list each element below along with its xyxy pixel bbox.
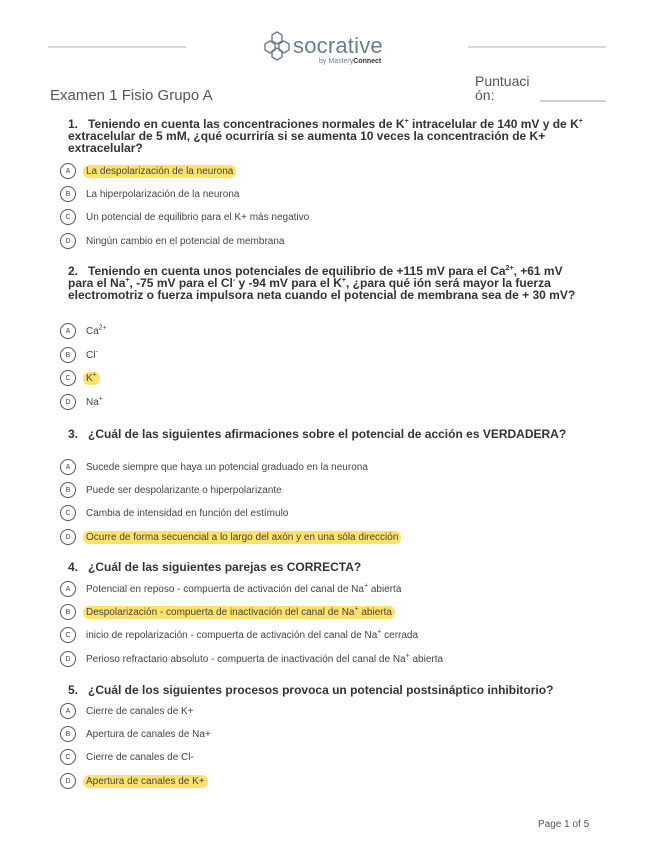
question-4-option-a[interactable] (60, 579, 401, 599)
option-letter-badge: D (60, 529, 76, 545)
question-3-option-c[interactable] (60, 503, 288, 523)
option-letter-badge: C (60, 505, 76, 521)
logo-wordmark: socrative (293, 33, 383, 58)
question-number: 3. (68, 427, 79, 441)
option-letter-badge: C (60, 370, 76, 386)
option-letter-badge: B (60, 347, 76, 363)
option-letter-badge: C (60, 627, 76, 643)
page-title: Examen 1 Fisio Grupo A (50, 87, 213, 104)
option-letter-badge: B (60, 604, 76, 620)
option-text: Cambia de intensidad en función del estímulo (86, 507, 289, 519)
question-1-option-a[interactable] (60, 161, 236, 181)
option-letter-badge: D (60, 651, 76, 667)
socrative-logo (263, 31, 403, 67)
question-prompt: Teniendo en cuenta unos potenciales de equilibrio de +115 mV para el $Ca^{2+}$, +61 mV para el Na+, -75 mV para el Cl- y -94 mV para el K+, ¿para qué ión será mayor la fuerza electromotriz o fuerza impulsora neta cuando el potencial de membrana sea de + 30 mV? (68, 264, 576, 302)
question-2-text (68, 265, 588, 301)
option-text: Ningún cambio en el potencial de membrana (86, 235, 285, 247)
question-number: 2. (68, 264, 79, 278)
option-letter-badge: A (60, 323, 76, 339)
option-letter-badge: B (60, 482, 76, 498)
option-text-correct-highlight: Despolarización - compuerta de inactivación del canal de Na+ abierta (83, 606, 395, 619)
option-letter-badge: A (60, 459, 76, 475)
option-text: Perioso refractario absoluto - compuerta de inactivación del canal de Na+ abierta (86, 652, 444, 665)
question-5-option-b[interactable] (60, 724, 211, 744)
option-letter-badge: C (60, 209, 76, 225)
question-5-option-c[interactable] (60, 747, 194, 767)
question-4-option-d[interactable] (60, 649, 443, 669)
question-2-option-d[interactable] (60, 392, 103, 412)
header-rule-left (48, 46, 186, 48)
question-3-text (68, 428, 588, 440)
question-2-option-b[interactable] (60, 345, 98, 365)
question-number: 5. (68, 683, 79, 697)
question-4-option-b[interactable] (60, 602, 395, 622)
option-text: Puede ser despolarizante o hiperpolarizante (86, 484, 282, 496)
option-letter-badge: A (60, 163, 76, 179)
option-text: Cl- (86, 348, 98, 361)
question-4-option-c[interactable] (60, 625, 418, 645)
question-number: 1. (68, 117, 79, 131)
page-number: Page 1 of 5 (538, 819, 590, 830)
option-text: Un potencial de equilibrio para el K+ más negativo (86, 211, 310, 223)
option-text: Potencial en reposo - compuerta de activación del canal de Na+ abierta (86, 582, 402, 595)
option-letter-badge: D (60, 233, 76, 249)
socrative-hexagon-logo-icon (263, 31, 291, 61)
question-5-option-d[interactable] (60, 771, 208, 791)
question-3-option-b[interactable] (60, 480, 282, 500)
score-line (540, 100, 606, 102)
option-text-correct-highlight: Ocurre de forma secuencial a lo largo del axón y en una sóla dirección (83, 531, 401, 544)
option-text: Cierre de canales de K+ (86, 705, 194, 717)
question-number: 4. (68, 560, 79, 574)
option-letter-badge: B (60, 186, 76, 202)
question-prompt: ¿Cuál de los siguientes procesos provoca un potencial postsináptico inhibitorio? (88, 683, 554, 697)
option-text: $Ca^{2+}$ (86, 324, 107, 337)
question-3-option-a[interactable] (60, 457, 368, 477)
option-text: Na+ (86, 395, 103, 408)
option-text: La hiperpolarización de la neurona (86, 188, 240, 200)
question-5-option-a[interactable] (60, 701, 194, 721)
question-5-text (68, 684, 588, 696)
question-2-option-c[interactable] (60, 368, 100, 388)
question-2-option-a[interactable] (60, 321, 107, 341)
option-letter-badge: A (60, 581, 76, 597)
option-text-correct-highlight: Apertura de canales de K+ (83, 775, 208, 788)
option-text: Cierre de canales de Cl- (86, 751, 194, 763)
option-text-correct-highlight: K+ (83, 372, 100, 385)
question-4-text (68, 561, 588, 573)
question-1-option-c[interactable] (60, 207, 309, 227)
option-letter-badge: B (60, 726, 76, 742)
logo-byline: by MasteryConnect (319, 58, 382, 65)
option-letter-badge: D (60, 773, 76, 789)
option-text: Sucede siempre que haya un potencial graduado en la neurona (86, 461, 368, 473)
option-letter-badge: C (60, 749, 76, 765)
option-text-correct-highlight: La despolarización de la neurona (83, 165, 236, 178)
option-letter-badge: A (60, 703, 76, 719)
score-label: Puntuaci ón: (475, 73, 530, 103)
question-1-text (68, 118, 588, 154)
question-3-option-d[interactable] (60, 527, 401, 547)
question-prompt: ¿Cuál de las siguientes afirmaciones sobre el potencial de acción es VERDADERA? (88, 427, 567, 441)
question-1-option-b[interactable] (60, 184, 239, 204)
header-rule-right (468, 46, 606, 48)
option-letter-badge: D (60, 394, 76, 410)
question-prompt: ¿Cuál de las siguientes parejas es CORRECTA? (88, 560, 362, 574)
question-prompt: Teniendo en cuenta las concentraciones normales de K+ intracelular de 140 mV y de K+ extracelular de 5 mM, ¿qué ocurriría si se aumenta 10 veces la concentración de K+ extracelular? (68, 117, 583, 155)
option-text: Apertura de canales de Na+ (86, 728, 211, 740)
option-text: inicio de repolarización - compuerta de activación del canal de Na+ cerrada (86, 628, 419, 641)
question-1-option-d[interactable] (60, 231, 284, 251)
